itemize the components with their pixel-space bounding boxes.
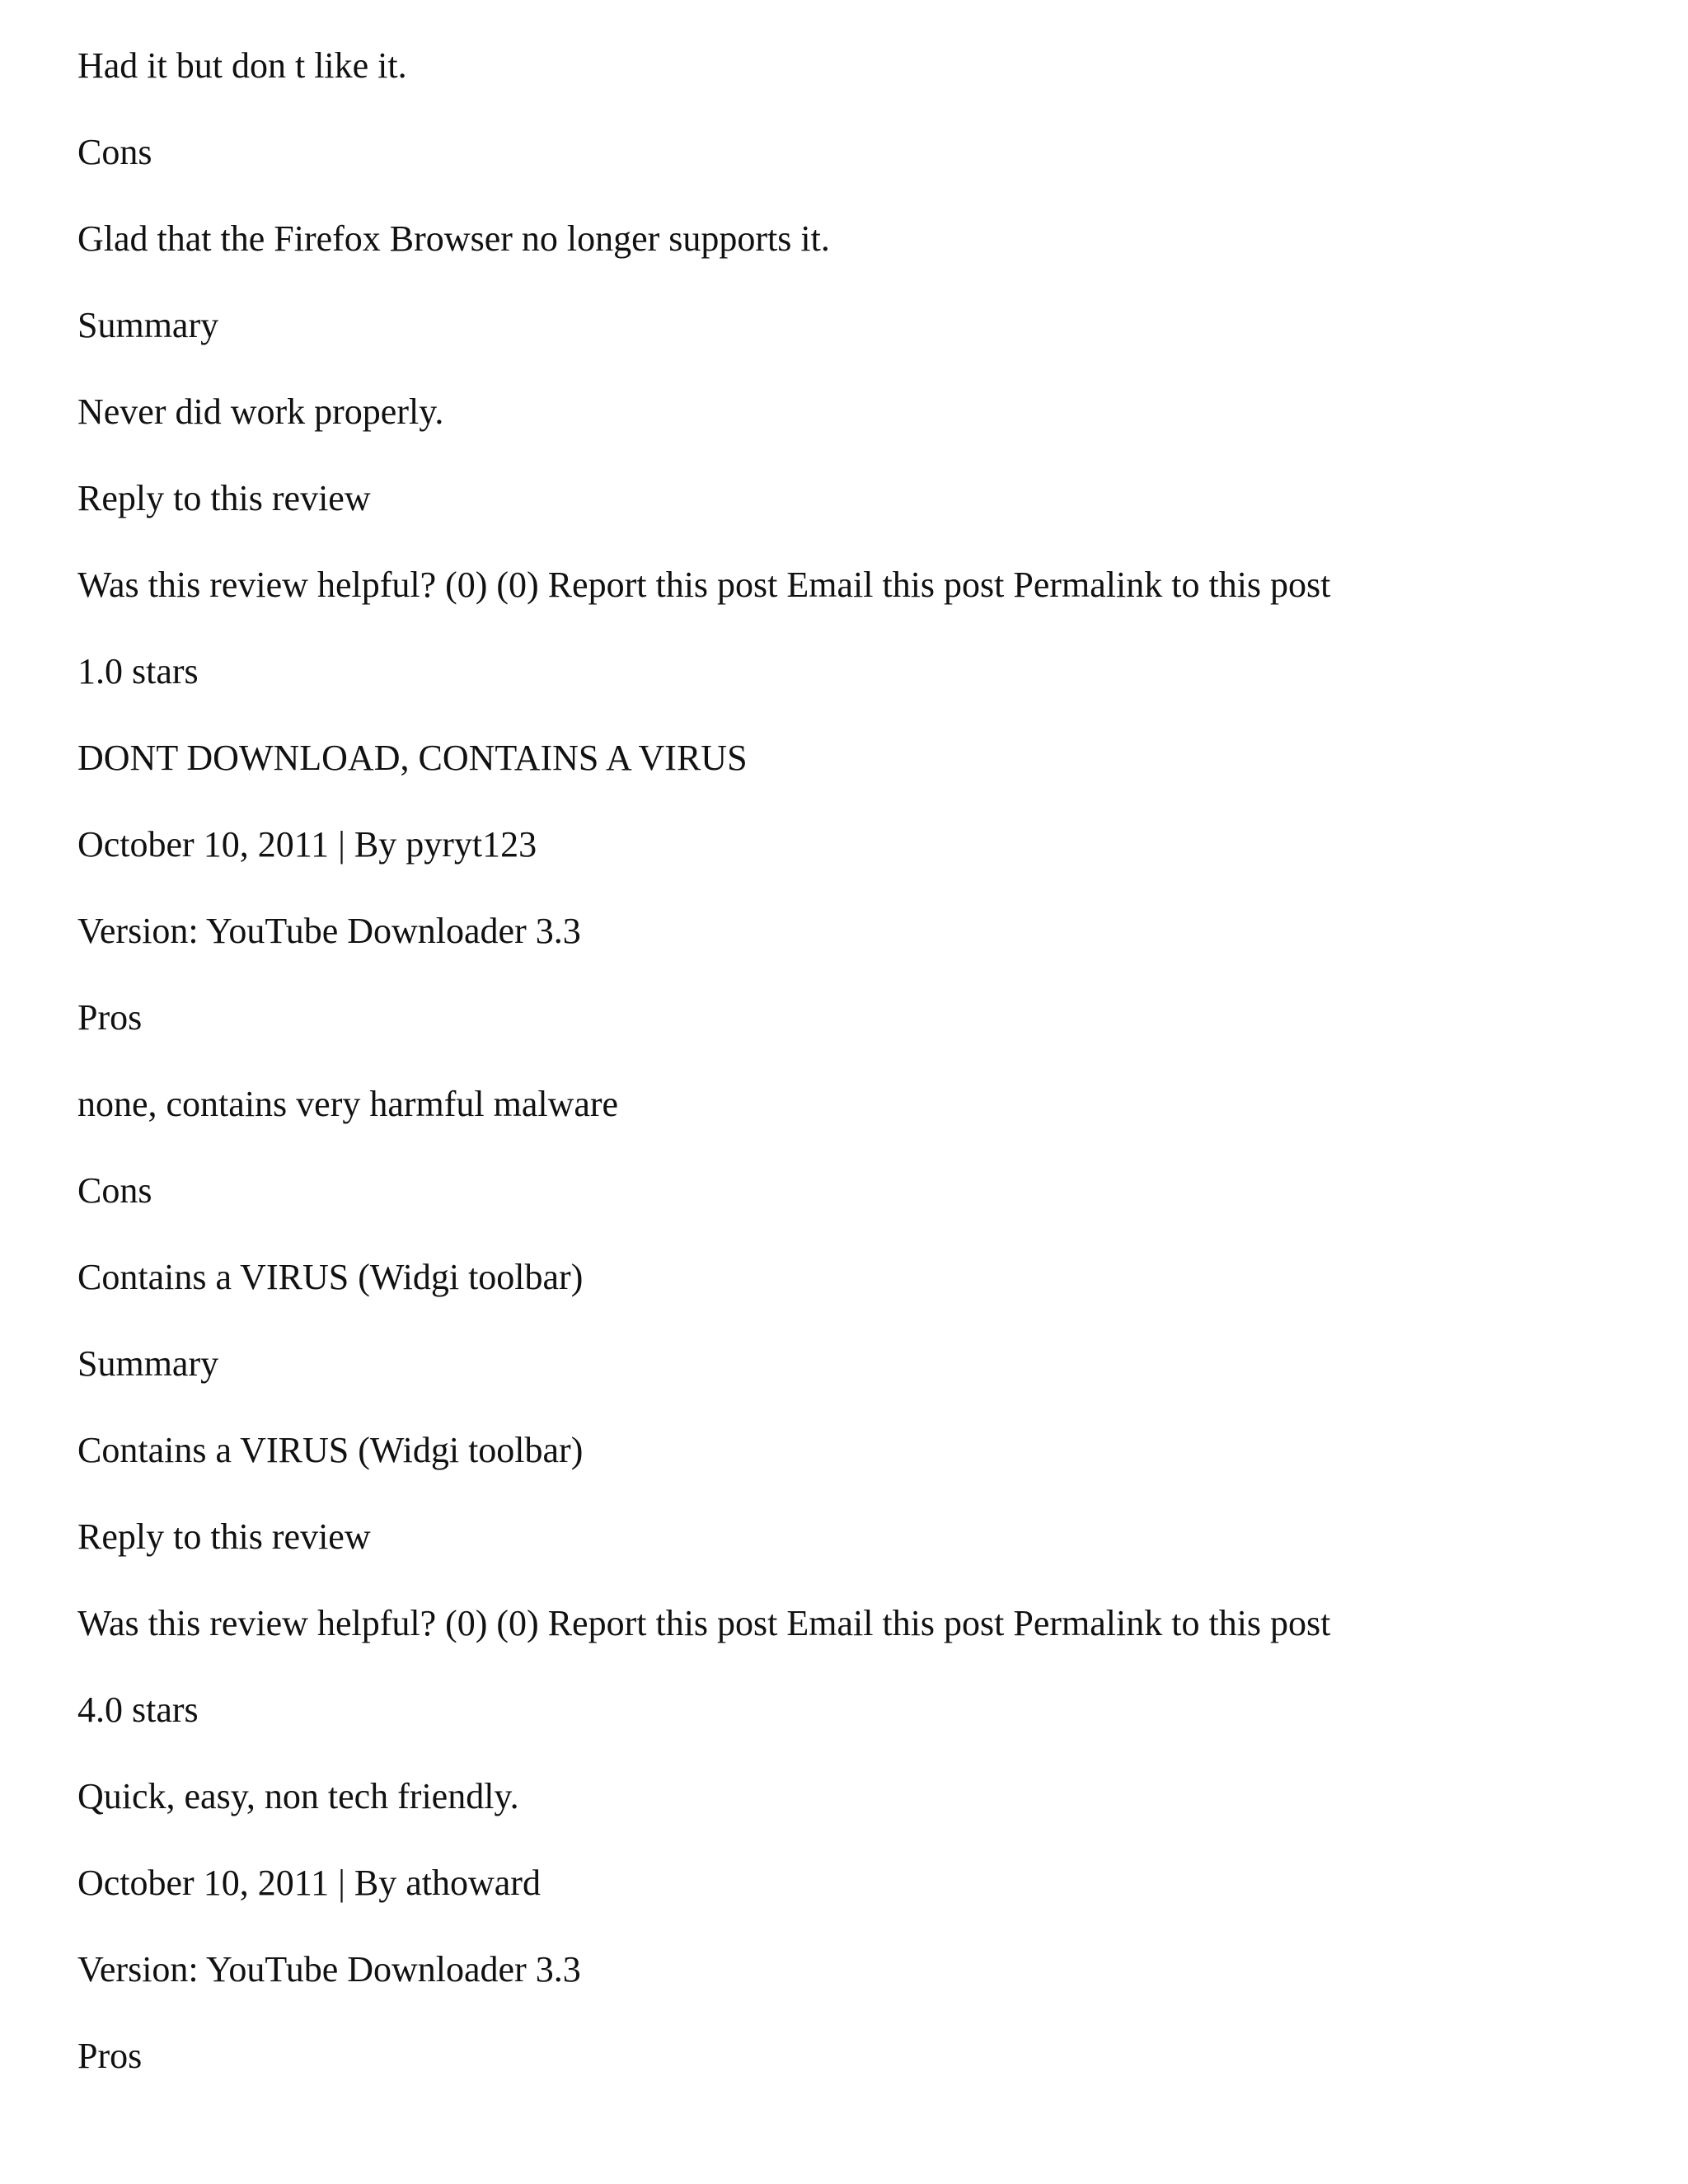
review-athoward <box>77 1684 1643 2116</box>
review-title: DONT DOWNLOAD, CONTAINS A VIRUS <box>77 738 748 778</box>
summary-text: Contains a VIRUS (Widgi toolbar) <box>77 1430 584 1470</box>
summary-text: Never did work properly. <box>77 391 444 432</box>
helpful-actions-line[interactable]: Was this review helpful? (0) (0) Report this post Email this post Permalink to this post <box>77 1603 1331 1643</box>
review-version: Version: YouTube Downloader 3.3 <box>77 1949 581 1990</box>
review-page <box>77 40 1643 2116</box>
summary-heading: Summary <box>77 305 219 345</box>
previous-review-tail <box>77 40 1643 645</box>
pros-heading: Pros <box>77 2036 143 2076</box>
cons-heading: Cons <box>77 132 152 172</box>
pros-text: Had it but don t like it. <box>77 45 407 86</box>
review-version: Version: YouTube Downloader 3.3 <box>77 911 581 951</box>
star-rating: 4.0 stars <box>77 1690 199 1730</box>
reply-to-review-link[interactable]: Reply to this review <box>77 1516 371 1557</box>
cons-text: Contains a VIRUS (Widgi toolbar) <box>77 1257 584 1297</box>
cons-heading: Cons <box>77 1170 152 1211</box>
review-pyryt123 <box>77 645 1643 1684</box>
pros-heading: Pros <box>77 997 143 1038</box>
reply-to-review-link[interactable]: Reply to this review <box>77 478 371 518</box>
review-byline: October 10, 2011 | By pyryt123 <box>77 824 537 865</box>
review-byline: October 10, 2011 | By athoward <box>77 1863 541 1903</box>
review-title: Quick, easy, non tech friendly. <box>77 1776 519 1816</box>
summary-heading: Summary <box>77 1343 219 1384</box>
cons-text: Glad that the Firefox Browser no longer supports it. <box>77 218 830 259</box>
helpful-actions-line[interactable]: Was this review helpful? (0) (0) Report this post Email this post Permalink to this post <box>77 565 1331 605</box>
star-rating: 1.0 stars <box>77 651 199 691</box>
pros-text: none, contains very harmful malware <box>77 1084 619 1124</box>
